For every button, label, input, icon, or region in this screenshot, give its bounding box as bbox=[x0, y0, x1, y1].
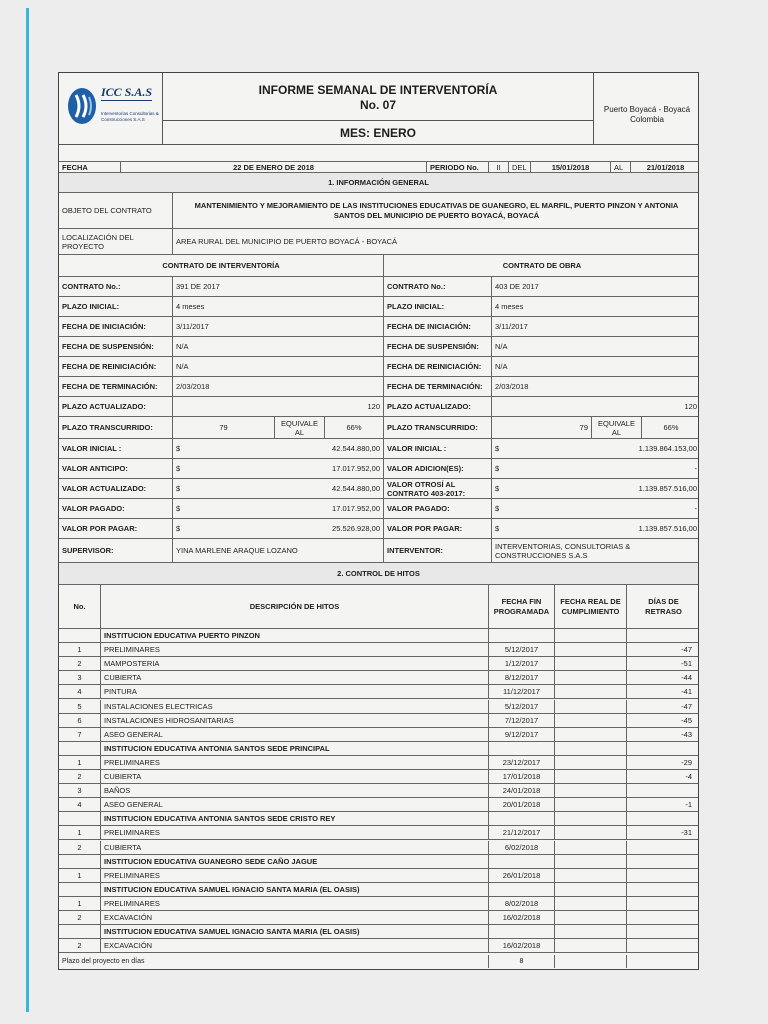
hitos-dias bbox=[627, 869, 700, 882]
money-right-value: 1.139.857.516,00 bbox=[638, 524, 697, 533]
contract-left-value: 3/11/2017 bbox=[173, 317, 384, 336]
hitos-dias: -4 bbox=[685, 772, 692, 782]
hitos-desc: EXCAVACIÓN bbox=[101, 911, 489, 924]
money-right-value: - bbox=[694, 464, 697, 473]
hitos-group-no bbox=[59, 883, 101, 896]
money-row bbox=[59, 459, 698, 479]
money-right-currency: $ bbox=[495, 484, 500, 493]
footer-label: Plazo del proyecto en días bbox=[59, 955, 489, 968]
money-left-value: 17.017.952,00 bbox=[233, 499, 384, 518]
contract-right-label: FECHA DE SUSPENSIÓN: bbox=[384, 337, 492, 356]
plazo-actualizado-right-label: PLAZO ACTUALIZADO: bbox=[384, 397, 492, 416]
hitos-fecha-real bbox=[555, 657, 627, 670]
money-left-currency: $ bbox=[176, 484, 181, 493]
plazo-transcurrido-left-label: PLAZO TRANSCURRIDO: bbox=[59, 417, 173, 438]
hitos-no: 3 bbox=[59, 784, 101, 797]
hitos-desc: CUBIERTA bbox=[101, 671, 489, 684]
plazo-actualizado-right-value: 120 bbox=[684, 402, 697, 411]
hitos-fecha-real bbox=[555, 685, 627, 698]
plazo-transcurrido-left-value: 79 bbox=[173, 417, 275, 438]
hitos-group-real bbox=[555, 742, 627, 755]
hitos-desc: EXCAVACIÓN bbox=[101, 939, 489, 952]
hitos-dias bbox=[627, 784, 700, 797]
footer-row bbox=[59, 955, 698, 968]
money-left-currency: $ bbox=[176, 504, 181, 513]
supervisor-label: SUPERVISOR: bbox=[59, 539, 173, 562]
contract-left-value: N/A bbox=[173, 337, 384, 356]
hitos-fecha-fin: 7/12/2017 bbox=[489, 714, 555, 727]
contract-headers bbox=[59, 255, 698, 277]
hitos-group-real bbox=[555, 812, 627, 825]
hitos-no: 2 bbox=[59, 657, 101, 670]
hitos-desc: PRELIMINARES bbox=[101, 756, 489, 769]
hitos-group-no bbox=[59, 812, 101, 825]
hitos-fecha-fin: 16/02/2018 bbox=[489, 911, 555, 924]
objeto-value: MANTENIMIENTO Y MEJORAMIENTO DE LAS INSTITUCIONES EDUCATIVAS DE GUANEGRO, EL MARFIL, PUERTO PINZON Y ANTONIA SANTOS DEL MUNICIPIO DE PUERTO BOYACÁ, BOYACÁ bbox=[194, 200, 679, 220]
hitos-header-desc: DESCRIPCIÓN DE HITOS bbox=[101, 585, 489, 628]
hitos-group-dias bbox=[627, 883, 700, 896]
location-line1: Puerto Boyacá - Boyacá bbox=[603, 105, 691, 114]
report-location bbox=[593, 73, 700, 145]
contract-right-value: 3/11/2017 bbox=[495, 322, 528, 331]
report-month: MES: ENERO bbox=[339, 126, 416, 140]
money-left-value: 25.526.928,00 bbox=[233, 519, 384, 538]
hitos-group-fin bbox=[489, 883, 555, 896]
hitos-row bbox=[59, 897, 698, 911]
plazo-actualizado-left-label: PLAZO ACTUALIZADO: bbox=[59, 397, 173, 416]
contract-left-label: PLAZO INICIAL: bbox=[59, 297, 173, 316]
contract-left-value: 2/03/2018 bbox=[173, 377, 384, 396]
supervisor-value: YINA MARLENE ARAQUE LOZANO bbox=[173, 539, 384, 562]
hitos-fecha-fin: 8/12/2017 bbox=[489, 671, 555, 684]
report-number: No. 07 bbox=[359, 98, 396, 112]
hitos-group-row bbox=[59, 855, 698, 869]
footer-empty-dias bbox=[627, 955, 700, 968]
hitos-fecha-fin: 20/01/2018 bbox=[489, 798, 555, 811]
hitos-no: 1 bbox=[59, 897, 101, 910]
contract-right-value: N/A bbox=[495, 342, 508, 351]
hitos-no: 2 bbox=[59, 911, 101, 924]
contract-row bbox=[59, 377, 698, 397]
hitos-fecha-real bbox=[555, 643, 627, 656]
hitos-group-row bbox=[59, 883, 698, 897]
hitos-dias: -1 bbox=[685, 800, 692, 810]
hitos-header-row bbox=[59, 585, 698, 629]
hitos-group-fin bbox=[489, 855, 555, 868]
hitos-fecha-fin: 21/12/2017 bbox=[489, 826, 555, 839]
plazo-transcurrido-left-eq: EQUIVALE AL bbox=[275, 417, 325, 438]
contract-left-label: FECHA DE INICIACIÓN: bbox=[59, 317, 173, 336]
hitos-fecha-fin: 1/12/2017 bbox=[489, 657, 555, 670]
interventor-value: INTERVENTORIAS, CONSULTORIAS & CONSTRUCCIONES S.A.S bbox=[495, 541, 631, 560]
money-right-currency: $ bbox=[495, 464, 500, 473]
del-label: DEL bbox=[509, 162, 531, 172]
logo-subtitle: Interventorias Consultorias & Construcciones S.A.S bbox=[101, 111, 159, 122]
hitos-group-dias bbox=[627, 629, 700, 642]
money-left-label: VALOR PAGADO: bbox=[59, 499, 173, 518]
money-left-value: 42.544.880,00 bbox=[233, 479, 384, 498]
contract-left-value: 391 DE 2017 bbox=[173, 277, 384, 296]
hitos-header-fecha-fin: FECHA FIN PROGRAMADA bbox=[489, 585, 555, 628]
money-right-label: VALOR INICIAL : bbox=[384, 439, 492, 458]
money-row bbox=[59, 499, 698, 519]
hitos-group-real bbox=[555, 629, 627, 642]
hitos-group-fin bbox=[489, 925, 555, 938]
plazo-transcurrido-right-eq: EQUIVALE AL bbox=[592, 417, 642, 438]
hitos-fecha-fin: 5/12/2017 bbox=[489, 700, 555, 713]
periodo-value: II bbox=[489, 162, 509, 172]
hitos-header-dias: DÍAS DE RETRASO bbox=[645, 596, 682, 616]
hitos-group-fin bbox=[489, 629, 555, 642]
hitos-desc: ASEO GENERAL bbox=[101, 798, 489, 811]
hitos-desc: PINTURA bbox=[101, 685, 489, 698]
hitos-group-no bbox=[59, 742, 101, 755]
hitos-fecha-fin: 16/02/2018 bbox=[489, 939, 555, 952]
money-left-value: 42.544.880,00 bbox=[233, 439, 384, 458]
hitos-group-title: INSTITUCION EDUCATIVA GUANEGRO SEDE CAÑO JAGUE bbox=[101, 855, 489, 868]
contract-right-value: N/A bbox=[495, 362, 508, 371]
hitos-row bbox=[59, 784, 698, 798]
logo-name: ICC S.A.S bbox=[101, 85, 153, 99]
hitos-fecha-fin: 5/12/2017 bbox=[489, 643, 555, 656]
hitos-group-row bbox=[59, 812, 698, 826]
hitos-group-no bbox=[59, 855, 101, 868]
hitos-group-dias bbox=[627, 812, 700, 825]
contract-row bbox=[59, 297, 698, 317]
hitos-group-real bbox=[555, 883, 627, 896]
hitos-desc: PRELIMINARES bbox=[101, 826, 489, 839]
hitos-group-title: INSTITUCION EDUCATIVA ANTONIA SANTOS SEDE PRINCIPAL bbox=[101, 742, 489, 755]
contract-row bbox=[59, 317, 698, 337]
contract-left-value: 4 meses bbox=[173, 297, 384, 316]
hitos-fecha-real bbox=[555, 770, 627, 783]
hitos-group-dias bbox=[627, 742, 700, 755]
hitos-fecha-real bbox=[555, 714, 627, 727]
hitos-no: 7 bbox=[59, 728, 101, 741]
hitos-dias bbox=[627, 911, 700, 924]
hitos-row bbox=[59, 728, 698, 742]
hitos-group-title: INSTITUCION EDUCATIVA SAMUEL IGNACIO SANTA MARIA (EL OASIS) bbox=[101, 883, 489, 896]
hitos-desc: BAÑOS bbox=[101, 784, 489, 797]
hitos-row bbox=[59, 700, 698, 714]
hitos-desc: PRELIMINARES bbox=[101, 869, 489, 882]
hitos-row bbox=[59, 657, 698, 671]
hitos-no: 1 bbox=[59, 643, 101, 656]
al-value: 21/01/2018 bbox=[646, 162, 685, 172]
hitos-group-title: INSTITUCION EDUCATIVA ANTONIA SANTOS SEDE CRISTO REY bbox=[101, 812, 489, 825]
hitos-dias bbox=[627, 841, 700, 854]
hitos-fecha-real bbox=[555, 671, 627, 684]
hitos-dias: -47 bbox=[681, 645, 692, 655]
hitos-no: 1 bbox=[59, 826, 101, 839]
money-right-value: 1.139.857.516,00 bbox=[638, 484, 697, 493]
hitos-row bbox=[59, 841, 698, 855]
hitos-row bbox=[59, 685, 698, 699]
localizacion-label: LOCALIZACIÓN DEL PROYECTO bbox=[59, 229, 173, 254]
hitos-desc: INSTALACIONES HIDROSANITARIAS bbox=[101, 714, 489, 727]
hitos-no: 6 bbox=[59, 714, 101, 727]
hitos-group-row bbox=[59, 742, 698, 756]
objeto-row bbox=[59, 193, 698, 229]
contract-right-label: FECHA DE REINICIACIÓN: bbox=[384, 357, 492, 376]
hitos-desc: MAMPOSTERIA bbox=[101, 657, 489, 670]
periodo-label: PERIODO No. bbox=[427, 162, 489, 172]
hitos-fecha-real bbox=[555, 826, 627, 839]
contract-left-value: N/A bbox=[173, 357, 384, 376]
hitos-fecha-real bbox=[555, 728, 627, 741]
hitos-fecha-fin: 11/12/2017 bbox=[489, 685, 555, 698]
hitos-dias: -31 bbox=[681, 828, 692, 838]
hitos-fecha-real bbox=[555, 869, 627, 882]
hitos-dias: -43 bbox=[681, 729, 692, 739]
icc-logo-icon bbox=[67, 87, 97, 125]
hitos-desc: INSTALACIONES ELECTRICAS bbox=[101, 700, 489, 713]
hitos-group-row bbox=[59, 925, 698, 939]
al-label: AL bbox=[611, 162, 631, 172]
hitos-dias: -51 bbox=[681, 659, 692, 669]
interventor-label: INTERVENTOR: bbox=[384, 539, 492, 562]
money-right-currency: $ bbox=[495, 524, 500, 533]
localizacion-row bbox=[59, 229, 698, 255]
hitos-dias: -47 bbox=[681, 701, 692, 711]
del-value: 15/01/2018 bbox=[531, 162, 611, 172]
contract-interventoria-header: CONTRATO DE INTERVENTORÍA bbox=[59, 255, 384, 276]
hitos-fecha-fin: 6/02/2018 bbox=[489, 841, 555, 854]
hitos-dias bbox=[627, 897, 700, 910]
money-right-label: VALOR POR PAGAR: bbox=[384, 519, 492, 538]
hitos-fecha-fin: 17/01/2018 bbox=[489, 770, 555, 783]
hitos-desc: ASEO GENERAL bbox=[101, 728, 489, 741]
contract-right-value: 403 DE 2017 bbox=[495, 282, 539, 291]
report-header bbox=[59, 73, 698, 145]
location-line2: Colombia bbox=[630, 115, 664, 124]
hitos-fecha-real bbox=[555, 939, 627, 952]
hitos-group-real bbox=[555, 925, 627, 938]
money-row bbox=[59, 519, 698, 539]
page-edge-line bbox=[26, 8, 29, 1012]
money-right-value: 1.139.864.153,00 bbox=[638, 444, 697, 453]
hitos-group-no bbox=[59, 925, 101, 938]
money-right-currency: $ bbox=[495, 444, 500, 453]
hitos-desc: PRELIMINARES bbox=[101, 643, 489, 656]
plazo-transcurrido-right-value: 79 bbox=[492, 417, 592, 438]
contract-row bbox=[59, 337, 698, 357]
hitos-fecha-real bbox=[555, 784, 627, 797]
hitos-group-dias bbox=[627, 925, 700, 938]
hitos-group-no bbox=[59, 629, 101, 642]
hitos-row bbox=[59, 643, 698, 657]
hitos-row bbox=[59, 939, 698, 953]
contract-right-value: 4 meses bbox=[495, 302, 524, 311]
report-title: INFORME SEMANAL DE INTERVENTORÍA bbox=[258, 83, 498, 97]
hitos-fecha-real bbox=[555, 911, 627, 924]
section1-title: 1. INFORMACIÓN GENERAL bbox=[59, 173, 698, 193]
hitos-group-fin bbox=[489, 742, 555, 755]
hitos-dias: -29 bbox=[681, 757, 692, 767]
objeto-label: OBJETO DEL CONTRATO bbox=[59, 193, 173, 228]
hitos-row bbox=[59, 826, 698, 840]
hitos-no: 2 bbox=[59, 939, 101, 952]
contract-right-value: 2/03/2018 bbox=[495, 382, 529, 391]
money-right-value: - bbox=[694, 504, 697, 513]
money-left-currency: $ bbox=[176, 524, 181, 533]
fecha-label: FECHA bbox=[59, 162, 121, 172]
money-right-currency: $ bbox=[495, 504, 500, 513]
hitos-row bbox=[59, 798, 698, 812]
plazo-actualizado-row bbox=[59, 397, 698, 417]
hitos-desc: PRELIMINARES bbox=[101, 897, 489, 910]
hitos-group-real bbox=[555, 855, 627, 868]
contract-left-label: CONTRATO No.: bbox=[59, 277, 173, 296]
hitos-header-no: No. bbox=[59, 585, 101, 628]
hitos-fecha-real bbox=[555, 756, 627, 769]
hitos-dias: -45 bbox=[681, 715, 692, 725]
hitos-fecha-fin: 23/12/2017 bbox=[489, 756, 555, 769]
supervisor-row bbox=[59, 539, 698, 563]
hitos-row bbox=[59, 756, 698, 770]
hitos-group-title: INSTITUCION EDUCATIVA SAMUEL IGNACIO SANTA MARIA (EL OASIS) bbox=[101, 925, 489, 938]
plazo-transcurrido-right-label: PLAZO TRANSCURRIDO: bbox=[384, 417, 492, 438]
hitos-fecha-real bbox=[555, 841, 627, 854]
hitos-group-dias bbox=[627, 855, 700, 868]
hitos-fecha-fin: 26/01/2018 bbox=[489, 869, 555, 882]
hitos-no: 1 bbox=[59, 756, 101, 769]
hitos-dias: -44 bbox=[681, 673, 692, 683]
contract-left-label: FECHA DE SUSPENSIÓN: bbox=[59, 337, 173, 356]
contract-right-label: FECHA DE TERMINACIÓN: bbox=[384, 377, 492, 396]
contract-right-label: PLAZO INICIAL: bbox=[384, 297, 492, 316]
money-left-label: VALOR INICIAL : bbox=[59, 439, 173, 458]
money-left-label: VALOR ANTICIPO: bbox=[59, 459, 173, 478]
localizacion-value: AREA RURAL DEL MUNICIPIO DE PUERTO BOYACÁ - BOYACÁ bbox=[176, 237, 398, 246]
hitos-row bbox=[59, 671, 698, 685]
hitos-no: 2 bbox=[59, 841, 101, 854]
hitos-no: 3 bbox=[59, 671, 101, 684]
fecha-value: 22 DE ENERO DE 2018 bbox=[121, 162, 427, 172]
title-box bbox=[163, 73, 593, 121]
fecha-row bbox=[59, 161, 698, 173]
hitos-row bbox=[59, 770, 698, 784]
hitos-desc: CUBIERTA bbox=[101, 770, 489, 783]
hitos-dias bbox=[627, 939, 700, 952]
hitos-no: 4 bbox=[59, 798, 101, 811]
plazo-actualizado-left-value: 120 bbox=[173, 397, 384, 416]
money-left-currency: $ bbox=[176, 444, 181, 453]
hitos-fecha-fin: 9/12/2017 bbox=[489, 728, 555, 741]
hitos-no: 1 bbox=[59, 869, 101, 882]
footer-value: 8 bbox=[489, 955, 555, 968]
money-row bbox=[59, 479, 698, 499]
money-right-label: VALOR OTROSÍ AL CONTRATO 403-2017: bbox=[384, 479, 492, 498]
contract-right-label: CONTRATO No.: bbox=[384, 277, 492, 296]
report-sheet bbox=[58, 72, 699, 970]
money-left-label: VALOR ACTUALIZADO: bbox=[59, 479, 173, 498]
contract-obra-header: CONTRATO DE OBRA bbox=[502, 261, 582, 270]
hitos-fecha-real bbox=[555, 798, 627, 811]
hitos-group-title: INSTITUCION EDUCATIVA PUERTO PINZON bbox=[101, 629, 489, 642]
section2-title: 2. CONTROL DE HITOS bbox=[59, 563, 698, 585]
hitos-fecha-fin: 24/01/2018 bbox=[489, 784, 555, 797]
money-left-value: 17.017.952,00 bbox=[233, 459, 384, 478]
money-right-label: VALOR PAGADO: bbox=[384, 499, 492, 518]
plazo-transcurrido-row bbox=[59, 417, 698, 439]
footer-empty-real bbox=[555, 955, 627, 968]
money-row bbox=[59, 439, 698, 459]
contract-left-label: FECHA DE REINICIACIÓN: bbox=[59, 357, 173, 376]
hitos-fecha-real bbox=[555, 897, 627, 910]
hitos-group-row bbox=[59, 629, 698, 643]
contract-left-label: FECHA DE TERMINACIÓN: bbox=[59, 377, 173, 396]
money-left-label: VALOR POR PAGAR: bbox=[59, 519, 173, 538]
plazo-transcurrido-right-pct: 66% bbox=[663, 423, 679, 432]
hitos-row bbox=[59, 911, 698, 925]
contract-row bbox=[59, 277, 698, 297]
company-logo bbox=[59, 73, 163, 145]
contract-row bbox=[59, 357, 698, 377]
hitos-desc: CUBIERTA bbox=[101, 841, 489, 854]
hitos-fecha-real bbox=[555, 700, 627, 713]
money-right-label: VALOR ADICION(ES): bbox=[384, 459, 492, 478]
contract-right-label: FECHA DE INICIACIÓN: bbox=[384, 317, 492, 336]
money-left-currency: $ bbox=[176, 464, 181, 473]
hitos-group-fin bbox=[489, 812, 555, 825]
hitos-no: 4 bbox=[59, 685, 101, 698]
hitos-row bbox=[59, 714, 698, 728]
hitos-header-fecha-real: FECHA REAL DE CUMPLIMIENTO bbox=[555, 585, 627, 628]
plazo-transcurrido-left-pct: 66% bbox=[325, 417, 384, 438]
hitos-no: 5 bbox=[59, 700, 101, 713]
hitos-fecha-fin: 8/02/2018 bbox=[489, 897, 555, 910]
hitos-dias: -41 bbox=[681, 687, 692, 697]
hitos-row bbox=[59, 869, 698, 883]
hitos-no: 2 bbox=[59, 770, 101, 783]
